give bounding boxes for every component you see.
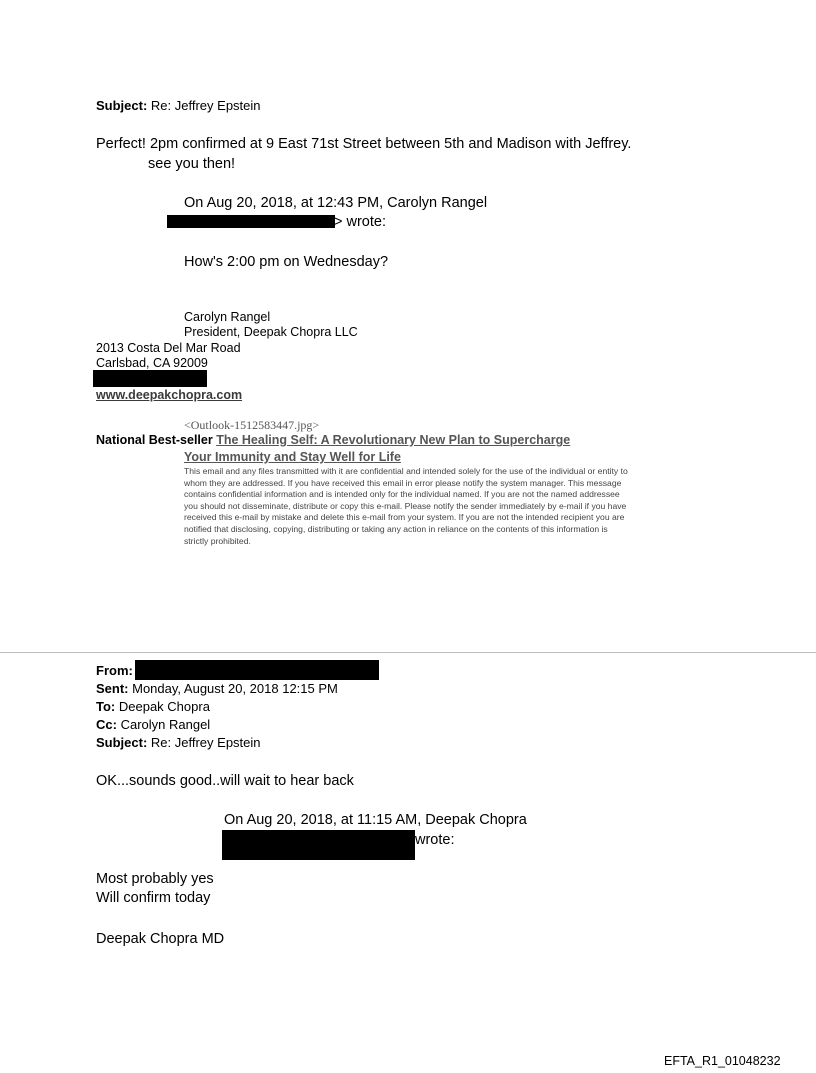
email2-cc-line: [96, 716, 210, 734]
email2-subject-line: [96, 734, 261, 752]
document-id: EFTA_R1_01048232: [664, 1054, 781, 1068]
quote-body: How's 2:00 pm on Wednesday?: [184, 254, 389, 270]
bestseller-label: National Best-seller: [96, 433, 213, 447]
to-label: To:: [96, 699, 116, 714]
cc-value: Carolyn Rangel: [120, 717, 211, 732]
from-label: From:: [96, 663, 133, 678]
subject-value: Re: Jeffrey Epstein: [150, 735, 261, 750]
email2-to-line: [96, 698, 210, 716]
subject-label: Subject:: [96, 735, 148, 750]
email2-quote-wrote: wrote:: [415, 832, 455, 848]
redaction-box: [135, 660, 379, 680]
sent-label: Sent:: [96, 681, 129, 696]
email2-quote-line2: Will confirm today: [96, 890, 211, 906]
redaction-box: [222, 830, 415, 860]
divider: [0, 652, 816, 653]
email2-quote-line1: Most probably yes: [96, 871, 214, 887]
sent-value: Monday, August 20, 2018 12:15 PM: [132, 681, 338, 696]
signature-address1: 2013 Costa Del Mar Road: [96, 341, 241, 355]
book-title-link[interactable]: The Healing Self: A Revolutionary New Plan to Supercharge: [216, 433, 571, 447]
quote-header: On Aug 20, 2018, at 12:43 PM, Carolyn Rangel: [184, 195, 488, 211]
book-title-link-line2[interactable]: Your Immunity and Stay Well for Life: [184, 450, 401, 464]
email1-body-line1: Perfect! 2pm confirmed at 9 East 71st Street between 5th and Madison with Jeffrey.: [96, 136, 632, 152]
signature-title: President, Deepak Chopra LLC: [184, 325, 358, 339]
cc-label: Cc:: [96, 717, 117, 732]
email1-body-line2: see you then!: [148, 156, 236, 172]
website-link[interactable]: www.deepakchopra.com: [96, 388, 243, 402]
email2-quote-header: On Aug 20, 2018, at 11:15 AM, Deepak Chopra: [224, 812, 527, 828]
quote-wrote: > wrote:: [334, 214, 386, 230]
email2-sent-line: [96, 680, 338, 698]
subject-value: Re: Jeffrey Epstein: [150, 98, 261, 113]
email2-from-line: [96, 662, 133, 680]
email2-body: OK...sounds good..will wait to hear back: [96, 773, 354, 789]
subject-label: Subject:: [96, 98, 148, 113]
redaction-box: [93, 370, 207, 387]
bestseller-line: [96, 433, 570, 447]
image-placeholder: <Outlook-1512583447.jpg>: [184, 418, 320, 432]
to-value: Deepak Chopra: [118, 699, 210, 714]
signature-name: Carolyn Rangel: [184, 310, 271, 324]
confidentiality-disclaimer: This email and any files transmitted with it are confidential and intended solely for the use of the individual or entity to whom they are addressed. If you have received this email in error please notify the system manager. This message contains confidential information and is intended only for the individual named. If you are not the named addressee you should not disseminate, distribute or copy this e-mail. Please notify the sender immediately by e-mail if you have received this e-mail by mistake and delete this e-mail from your system. If you are not the intended recipient you are notified that disclosing, copying, distributing or taking any action in reliance on the contents of this information is strictly prohibited.: [184, 466, 628, 546]
redaction-box: [167, 215, 335, 228]
email1-subject-line: [96, 97, 261, 115]
signature-address2: Carlsbad, CA 92009: [96, 356, 208, 370]
email2-signoff: Deepak Chopra MD: [96, 931, 225, 947]
